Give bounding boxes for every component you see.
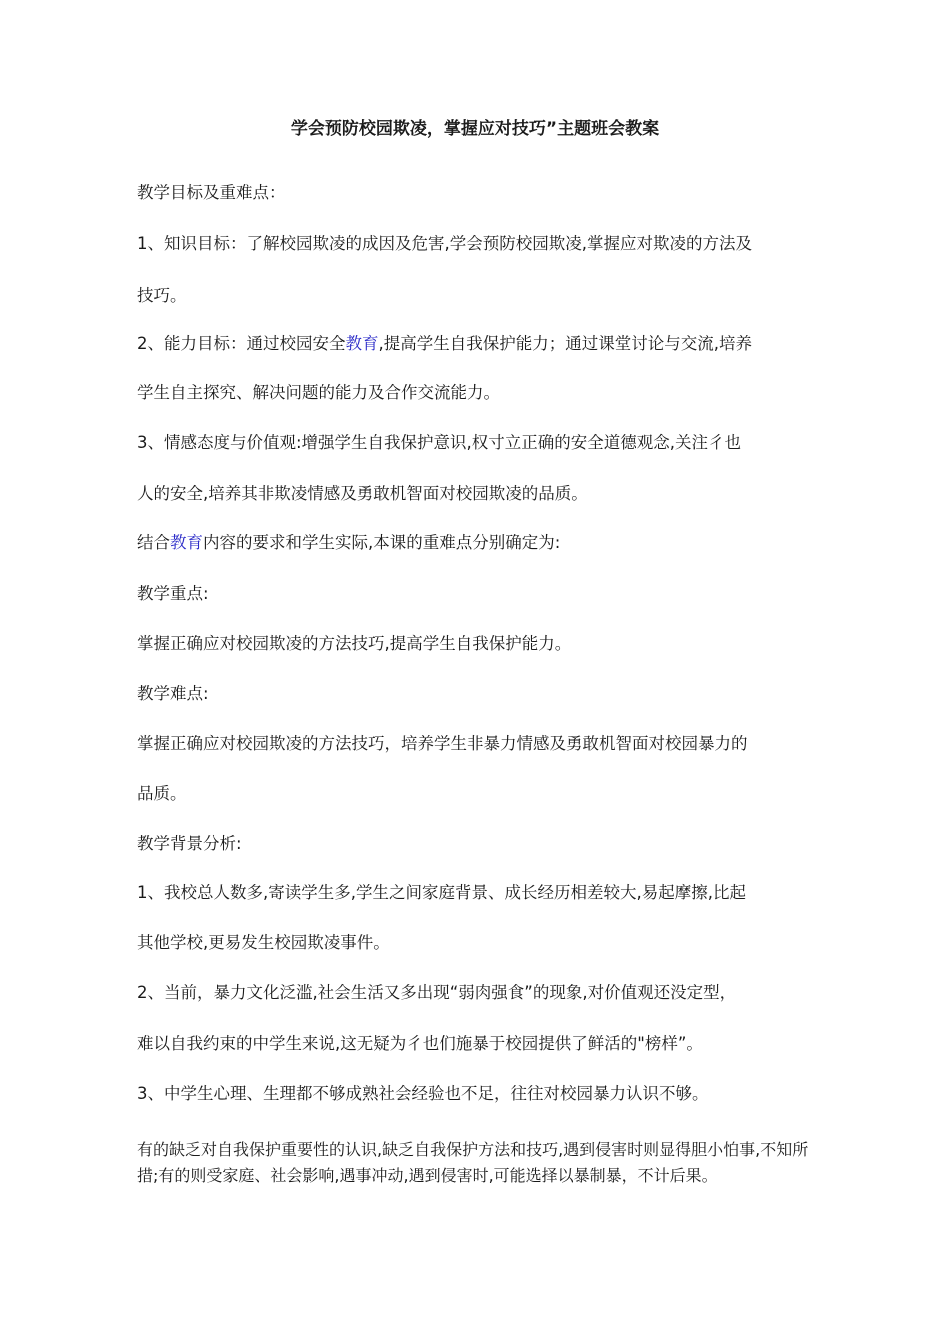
background-item-2-line-1: 2、当前，暴力文化泛滥,社会生活又多出现“弱肉强食”的现象,对价值观还没定型， [137, 983, 737, 1002]
attitude-objective-line-1: 3、情感态度与价值观:增强学生自我保护意识,权寸立正确的安全道德观念,关注彳也 [137, 433, 742, 452]
section-heading-objectives: 教学目标及重难点： [137, 183, 286, 202]
combined-text-b: 内容的要求和学生实际,本课的重难点分别确定为: [203, 533, 561, 552]
education-link[interactable]: 教育 [345, 334, 379, 353]
difficult-points-heading: 教学难点: [137, 684, 209, 703]
ability-objective-line-1 [137, 331, 752, 357]
difficult-points-line-2: 品质。 [137, 784, 187, 803]
attitude-objective-line-2: 人的安全,培养其非欺凌情感及勇敢机智面对校园欺凌的品质。 [137, 484, 588, 503]
key-points-heading: 教学重点: [137, 584, 209, 603]
combined-text-a: 结合 [137, 533, 170, 552]
knowledge-objective-line-2: 技巧。 [137, 286, 187, 305]
background-item-1-line-1: 1、我校总人数多,寄读学生多,学生之间家庭背景、成长经历相差较大,易起摩擦,比起 [137, 883, 746, 902]
ability-objective-line-2: 学生自主探究、解决问题的能力及合作交流能力。 [137, 383, 500, 402]
ability-objective-text-b: ,提高学生自我保护能力；通过课堂讨论与交流,培养 [378, 334, 752, 353]
ability-objective-text-a: 2、能力目标：通过校园安全 [137, 334, 346, 353]
knowledge-objective-line-1: 1、知识目标：了解校园欺凌的成因及危害,学会预防校园欺凌,掌握应对欺凌的方法及 [137, 234, 752, 253]
difficult-points-line-1: 掌握正确应对校园欺凌的方法技巧，培养学生非暴力情感及勇敢机智面对校园暴力的 [137, 734, 748, 753]
education-link[interactable]: 教育 [170, 533, 203, 552]
background-item-3-line: 3、中学生心理、生理都不够成熟社会经验也不足，往往对校园暴力认识不够。 [137, 1084, 709, 1103]
page-title: 学会预防校园欺凌，掌握应对技巧”主题班会教案 [290, 119, 660, 139]
background-item-1-line-2: 其他学校,更易发生校园欺凌事件。 [137, 933, 390, 952]
combined-requirements-line [137, 530, 560, 556]
background-heading: 教学背景分析: [137, 834, 242, 853]
key-points-text: 掌握正确应对校园欺凌的方法技巧,提高学生自我保护能力。 [137, 634, 572, 653]
final-paragraph: 有的缺乏对自我保护重要性的认识,缺乏自我保护方法和技巧,遇到侵害时则显得胆小怕事,不知所措;有的则受家庭、社会影响,遇事冲动,遇到侵害时,可能选择以暴制暴，不计后果。 [137, 1140, 809, 1185]
background-item-2-line-2: 难以自我约束的中学生来说,这无疑为彳也们施暴于校园提供了鲜活的"榜样”。 [137, 1034, 703, 1053]
